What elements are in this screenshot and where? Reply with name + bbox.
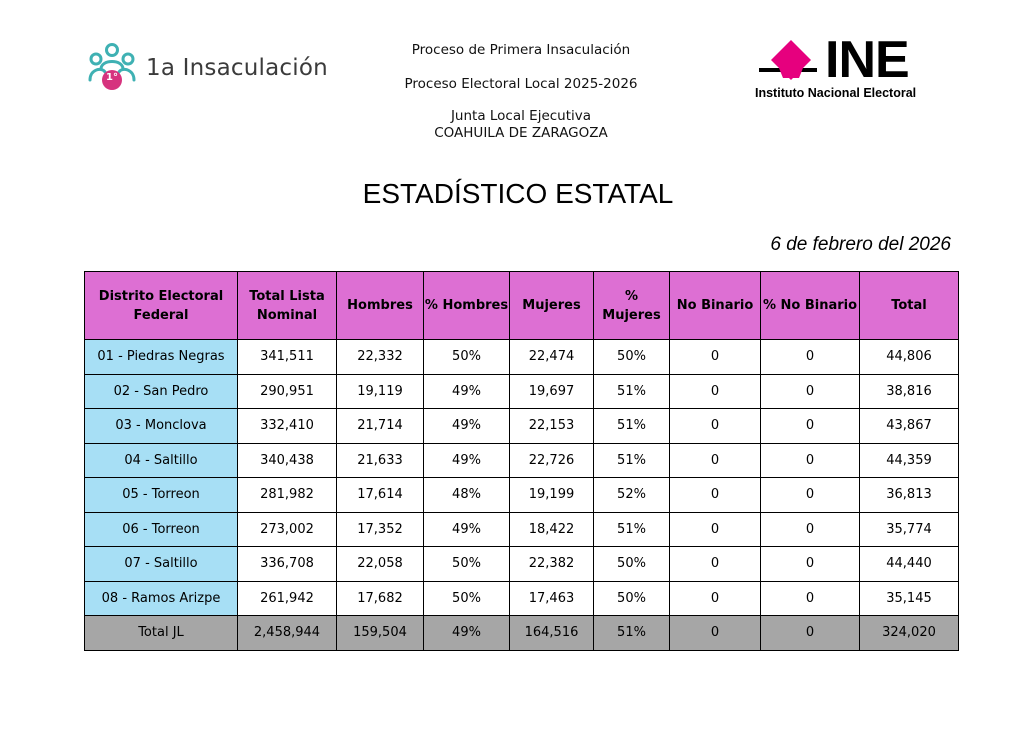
total-cell: 0	[670, 616, 761, 651]
table-cell: 0	[670, 443, 761, 478]
insaculacion-logo	[88, 42, 328, 92]
table-cell: 19,119	[337, 374, 424, 409]
table-cell: 21,633	[337, 443, 424, 478]
table-cell: 44,806	[860, 340, 959, 375]
ine-ballot-icon	[755, 38, 821, 84]
total-cell: 51%	[594, 616, 670, 651]
report-title: ESTADÍSTICO ESTATAL	[362, 178, 674, 209]
table-cell: 22,382	[510, 547, 594, 582]
table-cell: 51%	[594, 443, 670, 478]
table-cell: 0	[670, 547, 761, 582]
table-cell: 36,813	[860, 478, 959, 513]
table-cell: 0	[761, 340, 860, 375]
table-row	[85, 374, 959, 409]
column-header: % No Binario	[761, 272, 860, 340]
column-header: Mujeres	[510, 272, 594, 340]
table-cell: 0	[670, 512, 761, 547]
column-header: % Hombres	[424, 272, 510, 340]
table-cell: 22,153	[510, 409, 594, 444]
process-line-1: Proceso de Primera Insaculación	[411, 42, 631, 58]
table-cell: 290,951	[238, 374, 337, 409]
table-cell: 52%	[594, 478, 670, 513]
total-cell: 2,458,944	[238, 616, 337, 651]
district-cell: 05 - Torreon	[85, 478, 238, 513]
table-row	[85, 409, 959, 444]
table-cell: 0	[761, 512, 860, 547]
process-line-4: COAHUILA DE ZARAGOZA	[434, 125, 608, 141]
table-cell: 0	[761, 478, 860, 513]
table-cell: 0	[761, 547, 860, 582]
district-cell: 06 - Torreon	[85, 512, 238, 547]
district-cell: 02 - San Pedro	[85, 374, 238, 409]
table-cell: 48%	[424, 478, 510, 513]
table-cell: 50%	[424, 340, 510, 375]
table-cell: 50%	[424, 547, 510, 582]
brand-label: 1a Insaculación	[146, 55, 328, 81]
table-cell: 21,714	[337, 409, 424, 444]
table-cell: 43,867	[860, 409, 959, 444]
table-cell: 19,697	[510, 374, 594, 409]
brand-badge: 1°	[106, 72, 118, 83]
district-cell: 07 - Saltillo	[85, 547, 238, 582]
table-cell: 17,352	[337, 512, 424, 547]
table-cell: 0	[670, 478, 761, 513]
process-line-3: Junta Local Ejecutiva	[450, 108, 592, 124]
column-header: Total	[860, 272, 959, 340]
table-row	[85, 581, 959, 616]
table-cell: 0	[761, 409, 860, 444]
table-cell: 18,422	[510, 512, 594, 547]
table-cell: 332,410	[238, 409, 337, 444]
column-header: % Mujeres	[594, 272, 670, 340]
table-cell: 44,359	[860, 443, 959, 478]
table-row	[85, 547, 959, 582]
ine-name: Instituto Nacional Electoral	[755, 86, 917, 100]
table-cell: 0	[670, 581, 761, 616]
table-cell: 22,058	[337, 547, 424, 582]
table-row	[85, 443, 959, 478]
table-cell: 0	[761, 374, 860, 409]
table-cell: 17,682	[337, 581, 424, 616]
table-cell: 50%	[594, 340, 670, 375]
table-cell: 49%	[424, 443, 510, 478]
table-header-row	[85, 272, 959, 340]
table-cell: 19,199	[510, 478, 594, 513]
report-date: 6 de febrero del 2026	[770, 234, 951, 255]
table-cell: 22,726	[510, 443, 594, 478]
insaculacion-people-icon	[88, 42, 136, 92]
column-header: Distrito Electoral Federal	[85, 272, 238, 340]
table-cell: 0	[761, 443, 860, 478]
column-header: Hombres	[337, 272, 424, 340]
table-cell: 281,982	[238, 478, 337, 513]
ine-logo	[755, 31, 955, 102]
statistics-table	[84, 271, 959, 651]
table-cell: 17,614	[337, 478, 424, 513]
table-cell: 35,774	[860, 512, 959, 547]
table-cell: 22,332	[337, 340, 424, 375]
table-cell: 273,002	[238, 512, 337, 547]
table-row	[85, 512, 959, 547]
table-cell: 50%	[594, 581, 670, 616]
total-cell: 164,516	[510, 616, 594, 651]
column-header: No Binario	[670, 272, 761, 340]
table-cell: 261,942	[238, 581, 337, 616]
total-cell: 0	[761, 616, 860, 651]
table-row	[85, 478, 959, 513]
district-cell: 03 - Monclova	[85, 409, 238, 444]
table-cell: 50%	[424, 581, 510, 616]
column-header: Total Lista Nominal	[238, 272, 337, 340]
district-cell: 04 - Saltillo	[85, 443, 238, 478]
table-cell: 336,708	[238, 547, 337, 582]
table-cell: 49%	[424, 374, 510, 409]
table-cell: 0	[670, 340, 761, 375]
table-cell: 22,474	[510, 340, 594, 375]
table-cell: 0	[761, 581, 860, 616]
table-cell: 17,463	[510, 581, 594, 616]
table-cell: 49%	[424, 409, 510, 444]
table-cell: 0	[670, 409, 761, 444]
total-cell: 159,504	[337, 616, 424, 651]
total-label-cell: Total JL	[85, 616, 238, 651]
total-cell: 324,020	[860, 616, 959, 651]
process-line-2: Proceso Electoral Local 2025-2026	[404, 76, 638, 92]
table-total-row	[85, 616, 959, 651]
district-cell: 01 - Piedras Negras	[85, 340, 238, 375]
table-cell: 340,438	[238, 443, 337, 478]
district-cell: 08 - Ramos Arizpe	[85, 581, 238, 616]
table-cell: 50%	[594, 547, 670, 582]
table-cell: 44,440	[860, 547, 959, 582]
table-cell: 51%	[594, 409, 670, 444]
table-cell: 51%	[594, 374, 670, 409]
table-cell: 49%	[424, 512, 510, 547]
table-cell: 38,816	[860, 374, 959, 409]
ine-acronym: INE	[825, 31, 909, 89]
table-cell: 35,145	[860, 581, 959, 616]
table-cell: 341,511	[238, 340, 337, 375]
table-cell: 51%	[594, 512, 670, 547]
total-cell: 49%	[424, 616, 510, 651]
table-row	[85, 340, 959, 375]
table-cell: 0	[670, 374, 761, 409]
